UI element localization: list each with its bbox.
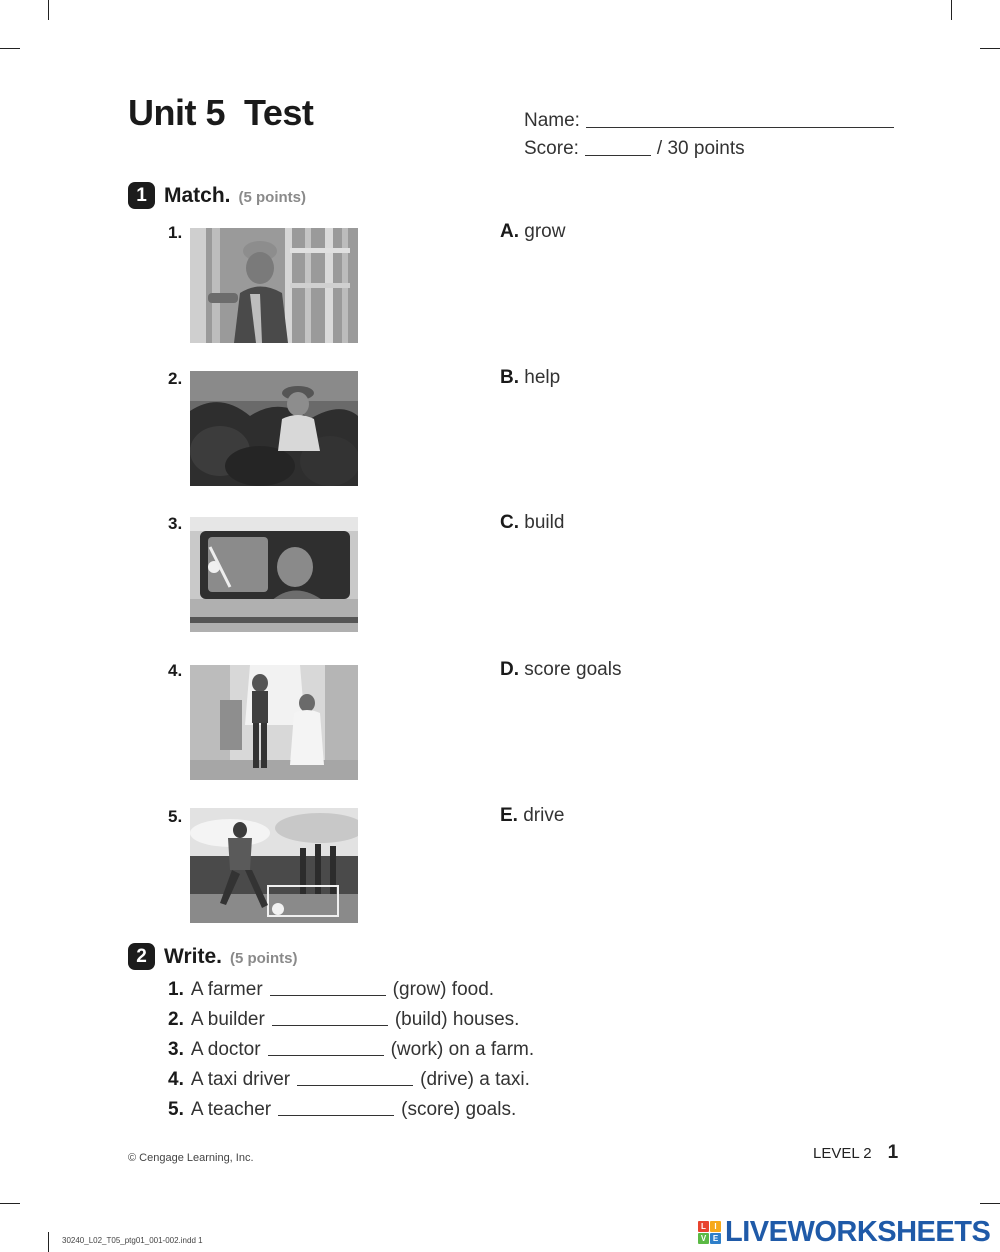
- section-number-badge: 1: [128, 182, 155, 209]
- section-2-header: [128, 943, 297, 970]
- logo-text: LIVEWORKSHEETS: [725, 1216, 991, 1248]
- match-option: [500, 221, 565, 243]
- sentence-end: (grow) food.: [392, 979, 495, 1000]
- answer-blank[interactable]: [270, 995, 386, 996]
- builder-photo[interactable]: [190, 228, 358, 343]
- section-points: (5 points): [238, 188, 307, 206]
- section-title: Write.: [164, 944, 222, 968]
- item-number: 1.: [168, 979, 184, 1000]
- crop-mark: [48, 1232, 49, 1252]
- name-field[interactable]: [586, 126, 894, 128]
- sentence-end: (drive) a taxi.: [420, 1069, 530, 1090]
- answer-blank[interactable]: [297, 1085, 413, 1086]
- section-title: Match.: [164, 183, 231, 207]
- match-option: [500, 512, 564, 534]
- sentence-end: (build) houses.: [394, 1009, 520, 1030]
- farmer-photo[interactable]: [190, 371, 358, 486]
- print-slug: 30240_L02_T05_ptg01_001-002.indd 1: [62, 1236, 203, 1245]
- crop-mark: [980, 48, 1000, 49]
- crop-mark: [0, 48, 20, 49]
- answer-blank[interactable]: [268, 1055, 384, 1056]
- crop-mark: [48, 0, 49, 20]
- write-item: [168, 1099, 516, 1121]
- write-item: [168, 1009, 519, 1031]
- liveworksheets-logo: [698, 1216, 990, 1249]
- sentence-start: A doctor: [190, 1039, 261, 1060]
- item-number: 4.: [168, 1069, 184, 1090]
- match-item-number: 2.: [168, 369, 183, 388]
- score-total: / 30 points: [656, 138, 745, 159]
- match-option: [500, 659, 621, 681]
- section-1-header: [128, 182, 306, 209]
- logo-cube: I: [710, 1221, 721, 1232]
- option-letter: E.: [500, 805, 518, 826]
- option-letter: A.: [500, 221, 519, 242]
- option-letter: B.: [500, 367, 519, 388]
- option-text: build: [524, 512, 565, 533]
- match-option: [500, 367, 560, 389]
- crop-mark: [0, 1203, 20, 1204]
- match-item-number: 3.: [168, 514, 183, 533]
- sentence-start: A farmer: [190, 979, 263, 1000]
- item-number: 2.: [168, 1009, 184, 1030]
- item-number: 5.: [168, 1099, 184, 1120]
- option-text: score goals: [524, 659, 622, 680]
- match-item-number: 1.: [168, 223, 183, 242]
- copyright-notice: © Cengage Learning, Inc.: [128, 1152, 254, 1164]
- match-item-number: 4.: [168, 661, 183, 680]
- page-title: Unit 5 Test: [128, 92, 314, 133]
- page-footer: [813, 1142, 898, 1164]
- match-item-number: 5.: [168, 807, 183, 826]
- section-points: (5 points): [229, 949, 298, 967]
- write-item: [168, 979, 494, 1001]
- option-text: grow: [524, 221, 566, 242]
- option-text: drive: [523, 805, 565, 826]
- logo-cubes-icon: [698, 1221, 721, 1244]
- sentence-end: (work) on a farm.: [390, 1039, 535, 1060]
- score-row: [524, 138, 745, 160]
- section-number-badge: 2: [128, 943, 155, 970]
- answer-blank[interactable]: [272, 1025, 388, 1026]
- level-label: LEVEL 2: [813, 1145, 872, 1162]
- name-row: [524, 110, 900, 132]
- name-label: Name:: [524, 110, 580, 131]
- soccer-player-photo[interactable]: [190, 808, 358, 923]
- logo-cube: V: [698, 1233, 709, 1244]
- write-item: [168, 1069, 530, 1091]
- sentence-start: A teacher: [190, 1099, 272, 1120]
- taxi-driver-photo[interactable]: [190, 517, 358, 632]
- option-text: help: [524, 367, 561, 388]
- logo-cube: L: [698, 1221, 709, 1232]
- write-item: [168, 1039, 534, 1061]
- score-label: Score:: [524, 138, 579, 159]
- item-number: 3.: [168, 1039, 184, 1060]
- match-option: [500, 805, 564, 827]
- answer-blank[interactable]: [278, 1115, 394, 1116]
- score-field[interactable]: [585, 154, 651, 156]
- sentence-start: A taxi driver: [190, 1069, 291, 1090]
- crop-mark: [951, 0, 952, 20]
- doctor-photo[interactable]: [190, 665, 358, 780]
- sentence-end: (score) goals.: [401, 1099, 517, 1120]
- sentence-start: A builder: [190, 1009, 265, 1030]
- option-letter: C.: [500, 512, 519, 533]
- page-number: 1: [887, 1142, 899, 1163]
- crop-mark: [980, 1203, 1000, 1204]
- logo-cube: E: [710, 1233, 721, 1244]
- option-letter: D.: [500, 659, 519, 680]
